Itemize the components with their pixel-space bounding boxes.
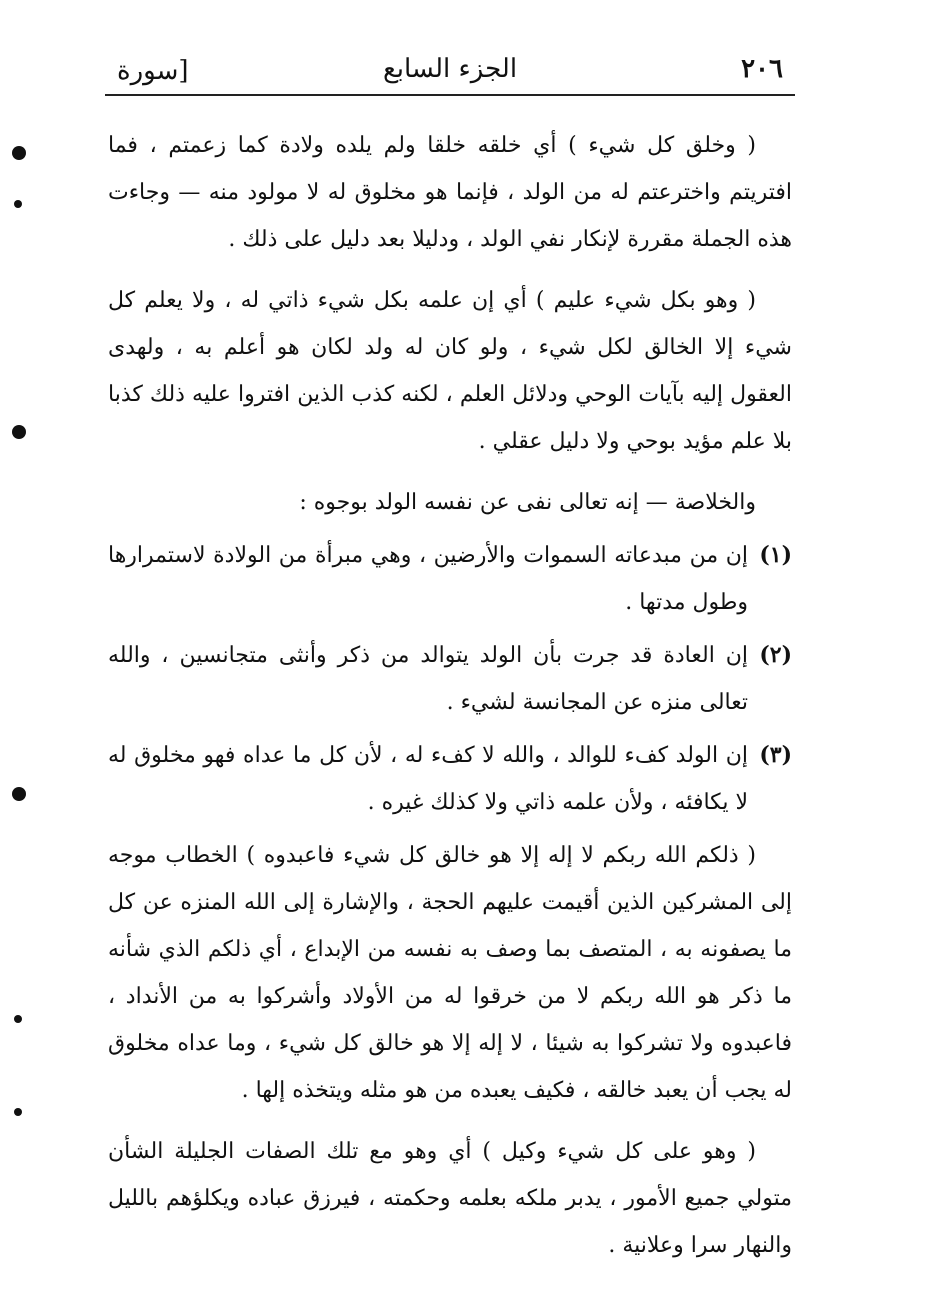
part-title: الجزء السابع: [382, 54, 518, 84]
list-item: [108, 632, 792, 726]
list-item: [108, 732, 792, 826]
margin-mark: [12, 146, 26, 160]
paragraph: ( وخلق كل شيء ) أي خلقه خلقا ولم يلده ولادة كما زعمتم ، فما افتريتم واخترعتم له من الولد ، فإنما هو مخلوق له لا مولود منه — وجاءت هذه الجملة مقررة لإنكار نفي الولد ، ودليلا بعد دليل على ذلك .: [108, 133, 792, 252]
item-text: إن العادة قد جرت بأن الولد يتوالد من ذكر وأنثى متجانسين ، والله تعالى منزه عن المجانسة لشيء .: [108, 643, 748, 715]
page-body: [108, 122, 792, 1283]
surah-label: [سورة: [117, 56, 189, 86]
margin-mark: [12, 425, 26, 439]
item-number: (٢): [759, 642, 792, 668]
paragraph: ( وهو بكل شيء عليم ) أي إن علمه بكل شيء ذاتي له ، ولا يعلم كل شيء إلا الخالق لكل شيء ، ولو كان له ولد لكان هو أعلم به ، ولهدى العقول إليه بآيات الوحي ودلائل العلم ، لكنه كذب الذين افتروا عليه ذلك كذبا بلا علم مؤيد بوحي ولا دليل عقلي .: [108, 288, 792, 454]
page-header: [105, 48, 795, 96]
margin-mark: [14, 1015, 22, 1023]
margin-mark: [12, 787, 26, 801]
margin-mark: [14, 1108, 22, 1116]
header-rule: [105, 94, 795, 96]
summary-heading: والخلاصة — إنه تعالى نفى عن نفسه الولد بوجوه :: [299, 490, 756, 515]
item-number: (١): [759, 542, 792, 568]
item-text: إن الولد كفء للوالد ، والله لا كفء له ، لأن كل ما عداه فهو مخلوق له لا يكافئه ، ولأن علمه ذاتي ولا كذلك غيره .: [108, 743, 748, 815]
page-number: ٢٠٦: [741, 54, 783, 84]
item-text: إن من مبدعاته السموات والأرضين ، وهي مبرأة من الولادة لاستمرارها وطول مدتها .: [108, 543, 748, 615]
item-number: (٣): [759, 742, 792, 768]
margin-mark: [14, 200, 22, 208]
list-item: [108, 532, 792, 626]
paragraph: ( وهو على كل شيء وكيل ) أي وهو مع تلك الصفات الجليلة الشأن متولي جميع الأمور ، يدبر ملكه بعلمه وحكمته ، فيرزق عباده ويكلؤهم بالليل والنهار سرا وعلانية .: [108, 1139, 792, 1258]
paragraph: ( ذلكم الله ربكم لا إله إلا هو خالق كل شيء فاعبدوه ) الخطاب موجه إلى المشركين الذين أقيمت عليهم الحجة ، والإشارة إلى الله المنزه عن كل ما يصفونه به ، المتصف بما وصف به نفسه من الإبداع ، أي ذلكم الذي شأنه ما ذكر هو الله ربكم لا من خرقوا له من الأولاد وأشركوا به من الأنداد ، فاعبدوه ولا تشركوا به شيئا ، لا إله إلا هو خالق كل شيء ، وما عداه مخلوق له يجب أن يعبد خالقه ، فكيف يعبده من هو مثله ويتخذه إلها .: [108, 843, 792, 1103]
